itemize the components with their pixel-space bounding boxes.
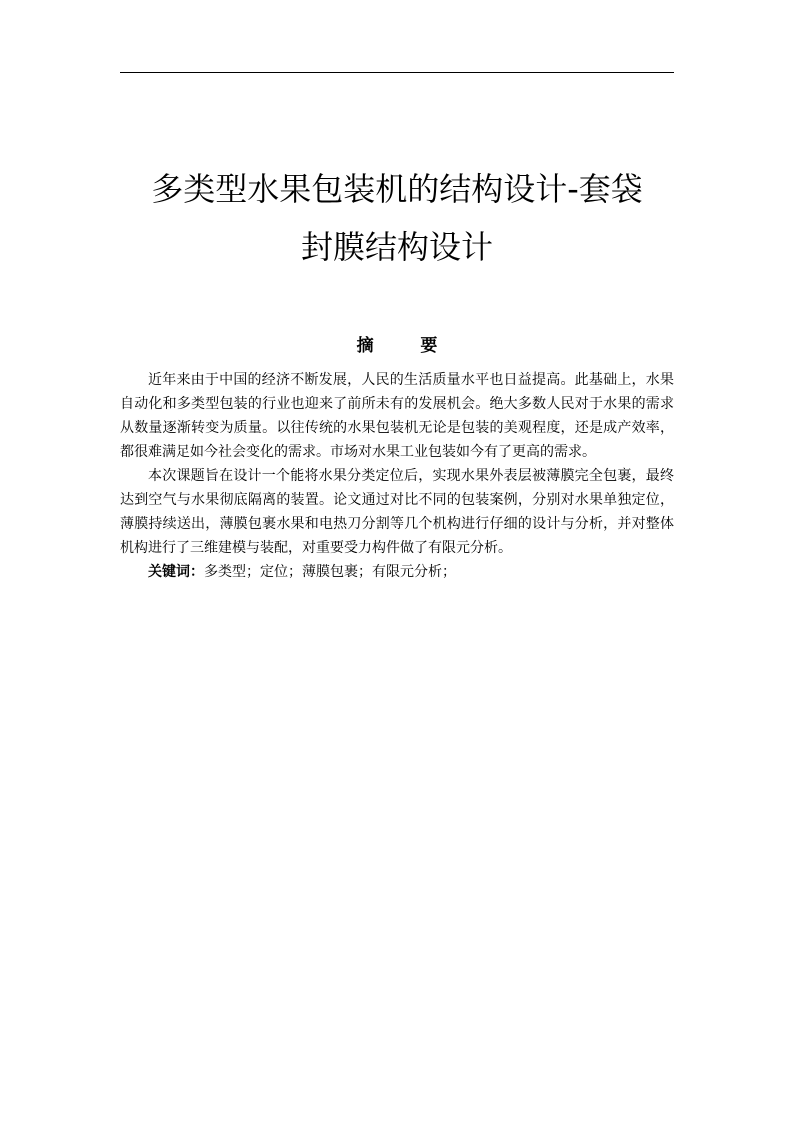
- keywords-line: [120, 560, 674, 584]
- page-title: [110, 160, 684, 276]
- abstract-body: [120, 368, 674, 584]
- header-rule: [120, 72, 674, 73]
- title-line-1: 多类型水果包装机的结构设计-套袋: [151, 170, 643, 208]
- keywords-label: 关键词：: [148, 564, 204, 580]
- abstract-paragraph-1: 近年来由于中国的经济不断发展，人民的生活质量水平也日益提高。此基础上，水果自动化和多类型包装的行业也迎来了前所未有的发展机会。绝大多数人民对于水果的需求从数量逐渐转变为质量。以往传统的水果包装机无论是包装的美观程度，还是成产效率，都很难满足如今社会变化的需求。市场对水果工业包装如今有了更高的需求。: [120, 372, 674, 460]
- title-line-2: 封膜结构设计: [300, 228, 493, 266]
- keywords-value: 多类型；定位；薄膜包裹；有限元分析；: [204, 564, 456, 580]
- abstract-paragraph-2: 本次课题旨在设计一个能将水果分类定位后，实现水果外表层被薄膜完全包裹，最终达到空气与水果彻底隔离的装置。论文通过对比不同的包装案例，分别对水果单独定位，薄膜持续送出，薄膜包裹水果和电热刀分割等几个机构进行仔细的设计与分析，并对整体机构进行了三维建模与装配，对重要受力构件做了有限元分析。: [120, 468, 674, 556]
- abstract-heading: 摘 要: [356, 336, 458, 356]
